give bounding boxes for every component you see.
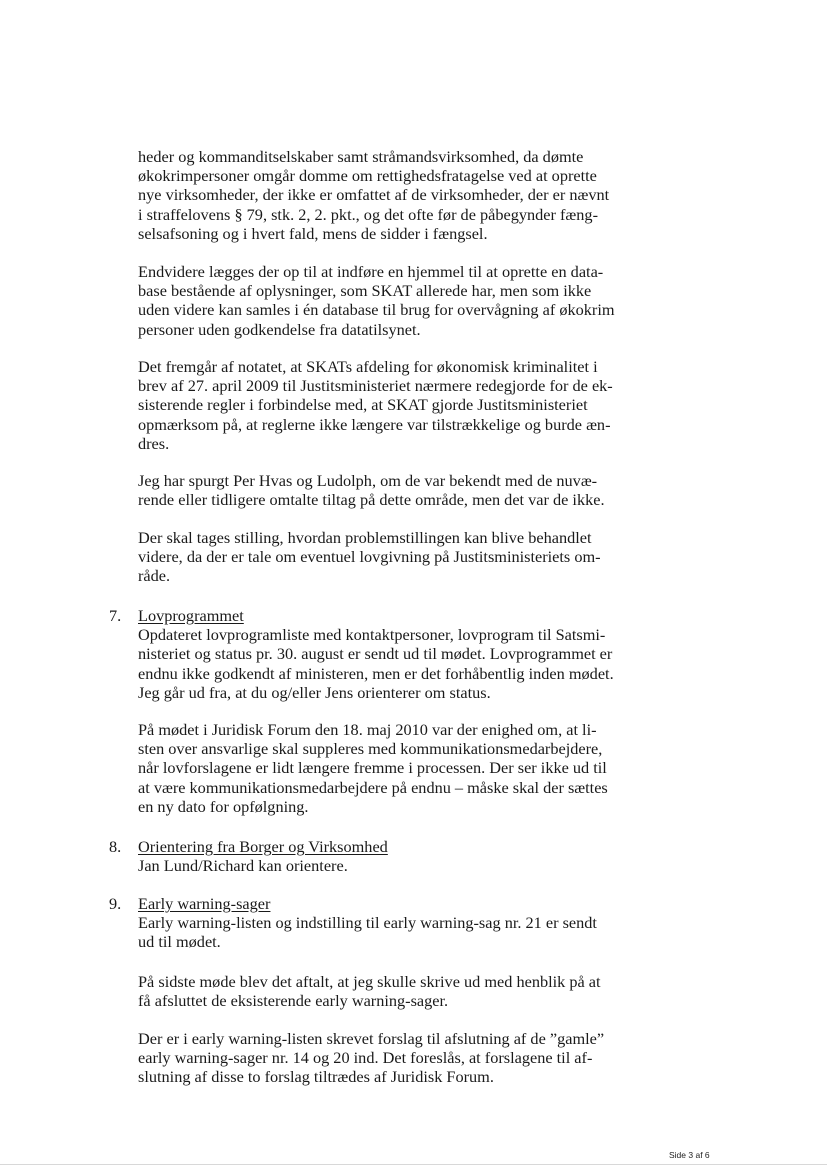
text-line: ud til mødet. [138, 932, 221, 952]
text-line: dres. [138, 433, 170, 453]
text-line: når lovforslagene er lidt længere fremme i processen. Der ser ikke ud til [138, 758, 607, 778]
text-line: Jeg går ud fra, at du og/eller Jens orienterer om status. [138, 682, 491, 702]
text-line: nisteriet og status pr. 30. august er sendt ud til mødet. Lovprogrammet er [138, 644, 613, 664]
item-heading: Orientering fra Borger og Virksomhed [138, 837, 388, 856]
agenda-item-early-warning [138, 894, 638, 952]
text-line: early warning-sager nr. 14 og 20 ind. Det foreslås, at forslagene til af- [138, 1048, 593, 1068]
paragraph-skat-letter [138, 357, 638, 453]
text-line: brev af 27. april 2009 til Justitsministeriet nærmere redegjorde for de ek- [138, 376, 613, 396]
text-line: personer uden godkendelse fra datatilsynet. [138, 319, 421, 339]
text-line: base bestående af oplysninger, som SKAT allerede har, men som ikke [138, 281, 592, 301]
text-line: Der skal tages stilling, hvordan problemstillingen kan blive behandlet [138, 528, 592, 547]
text-line: sten over ansvarlige skal suppleres med kommunikationsmedarbejdere, [138, 739, 603, 759]
text-line: en ny dato for opfølgning. [138, 796, 309, 816]
text-line: Endvidere lægges der op til at indføre en hjemmel til at oprette en data- [138, 262, 604, 281]
item-number-8: 8. [109, 837, 122, 856]
text-line: På sidste møde blev det aftalt, at jeg skulle skrive ud med henblik på at [138, 972, 601, 991]
paragraph-proposals [138, 1029, 638, 1087]
text-line: rende eller tidligere omtalte tiltag på dette område, men det var de ikke. [138, 490, 605, 510]
text-line: nye virksomheder, der ikke er omfattet af de virksomheder, der er nævnt [138, 185, 610, 205]
text-line: selsafsoning og i hvert fald, mens de sidder i fængsel. [138, 223, 488, 243]
paragraph-last-meeting [138, 972, 638, 1010]
item-number-7: 7. [109, 606, 122, 625]
text-line: Det fremgår af notatet, at SKATs afdeling for økonomisk kriminalitet i [138, 357, 598, 376]
text-line: heder og kommanditselskaber samt stråmandsvirksomhed, da dømte [138, 147, 584, 166]
text-line: Early warning-listen og indstilling til early warning-sag nr. 21 er sendt [138, 913, 597, 933]
text-line: På mødet i Juridisk Forum den 18. maj 2010 var der enighed om, at li- [138, 720, 597, 739]
text-line: endnu ikke godkendt af ministeren, men er det forhåbentlig inden mødet. [138, 663, 614, 683]
text-line: råde. [138, 566, 171, 586]
agenda-item-lovprogrammet [138, 606, 638, 702]
text-line: Der er i early warning-listen skrevet forslag til afslutning af de ”gamle” [138, 1029, 605, 1048]
agenda-item-borger-virksomhed [138, 837, 638, 875]
page-number: Side 3 af 6 [669, 1150, 710, 1160]
text-line: uden videre kan samles i én database til brug for overvågning af økokrim [138, 300, 615, 320]
text-line: få afsluttet de eksisterende early warning-sager. [138, 991, 449, 1011]
item-number-9: 9. [109, 894, 122, 913]
text-line: videre, da der er tale om eventuel lovgivning på Justitsministeriets om- [138, 547, 601, 567]
paragraph-database [138, 262, 638, 339]
page-bottom-rule [0, 1164, 827, 1165]
text-line: opmærksom på, at reglerne ikke længere var tilstrækkelige og burde æn- [138, 414, 611, 434]
text-line: at være kommunikationsmedarbejdere på endnu – måske skal der sættes [138, 777, 608, 797]
paragraph-inquiry [138, 471, 638, 509]
text-line: sisterende regler i forbindelse med, at SKAT gjorde Justitsministeriet [138, 395, 588, 415]
item-heading: Lovprogrammet [138, 606, 244, 625]
paragraph-position [138, 528, 638, 586]
paragraph-rights-deprivation [138, 147, 638, 243]
text-line: Jan Lund/Richard kan orientere. [138, 856, 348, 876]
item-heading: Early warning-sager [138, 894, 271, 913]
text-line: slutning af disse to forslag tiltrædes af Juridisk Forum. [138, 1067, 494, 1087]
text-line: Opdateret lovprogramliste med kontaktpersoner, lovprogram til Satsmi- [138, 625, 606, 645]
paragraph-communication-staff [138, 720, 638, 816]
text-line: Jeg har spurgt Per Hvas og Ludolph, om de var bekendt med de nuvæ- [138, 471, 598, 490]
text-line: i straffelovens § 79, stk. 2, 2. pkt., og det ofte før de påbegynder fæng- [138, 204, 598, 224]
text-line: økokrimpersoner omgår domme om rettighedsfratagelse ved at oprette [138, 166, 597, 186]
